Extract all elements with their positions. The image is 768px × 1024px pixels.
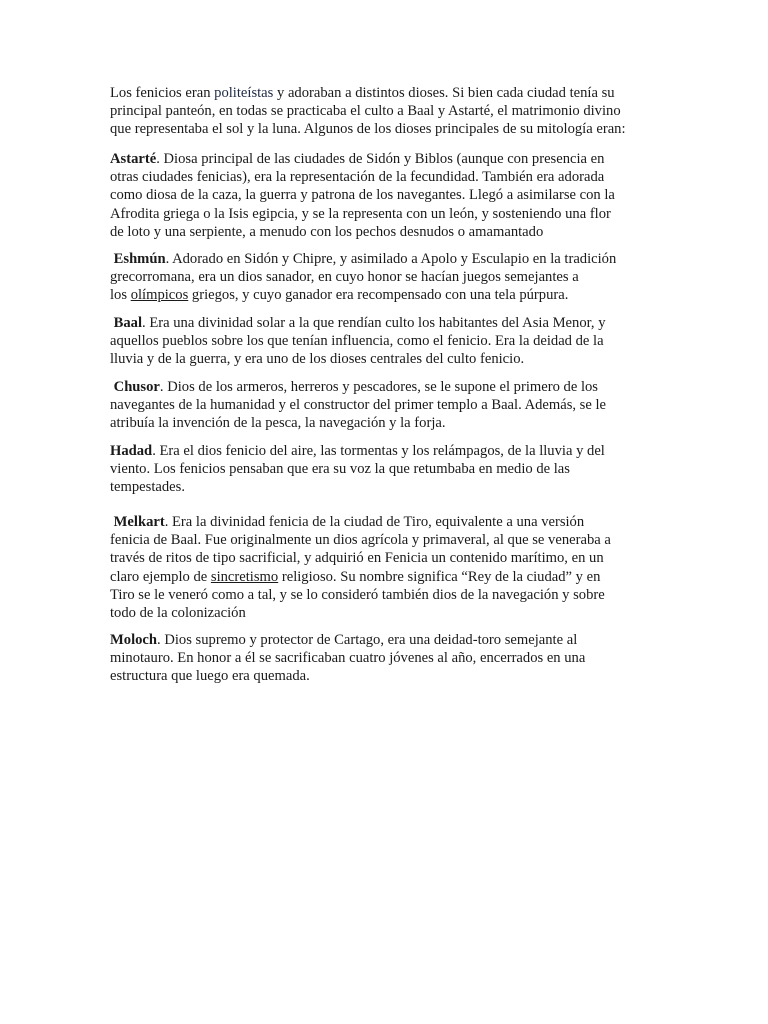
intro-line-1b: y adoraban a distintos dioses. Si bien cada ciudad tenía su (273, 85, 615, 101)
moloch-term: Moloch (110, 632, 158, 648)
hadad-term: Hadad (110, 443, 153, 459)
astarte-line-5: de loto y una serpiente, a menudo con los pechos desnudos o amamantado (110, 223, 544, 240)
eshmun-line-3b: griegos, y cuyo ganador era recompensado con una tela púrpura. (188, 287, 569, 304)
hadad-paragraph (110, 442, 670, 497)
politeistas-link[interactable]: politeístas (214, 85, 274, 101)
baal-paragraph (110, 314, 670, 369)
eshmun-paragraph (110, 250, 670, 305)
astarte-term: Astarté (110, 151, 157, 167)
melkart-term: Melkart (113, 514, 165, 530)
eshmun-line-3a: los (110, 287, 131, 304)
astarte-line-3: como diosa de la caza, la guerra y patrona de los navegantes. Llegó a asimilarse con la (110, 187, 615, 204)
melkart-line-2: fenicia de Baal. Fue originalmente un dios agrícola y primaveral, al que se veneraba a (110, 532, 611, 549)
intro-line-1a: Los fenicios eran (110, 85, 215, 101)
eshmun-line-1: . Adorado en Sidón y Chipre, y asimilado a Apolo y Esculapio en la tradición (165, 251, 617, 267)
melkart-paragraph (110, 513, 670, 622)
intro-line-2: principal panteón, en todas se practicaba el culto a Baal y Astarté, el matrimonio divino (110, 103, 621, 120)
chusor-paragraph (110, 378, 670, 433)
baal-term: Baal (113, 315, 143, 331)
astarte-paragraph (110, 150, 670, 241)
melkart-line-3: través de ritos de tipo sacrificial, y adquirió en Fenicia un contenido marítimo, en un (110, 550, 604, 567)
chusor-line-2: navegantes de la humanidad y el constructor del primer templo a Baal. Además, se le (110, 397, 607, 414)
intro-line-3: que representaba el sol y la luna. Algunos de los dioses principales de su mitología eran: (110, 121, 626, 138)
eshmun-line-2: grecorromana, era un dios sanador, en cuyo honor se hacían juegos semejantes a (110, 269, 579, 286)
sincretismo-link[interactable]: sincretismo (210, 568, 279, 585)
moloch-paragraph (110, 631, 670, 686)
melkart-line-6: todo de la colonización (110, 605, 246, 622)
chusor-line-1: . Dios de los armeros, herreros y pescadores, se le supone el primero de los (159, 379, 598, 395)
hadad-line-1: . Era el dios fenicio del aire, las tormentas y los relámpagos, de la lluvia y del (152, 443, 605, 459)
astarte-line-2: otras ciudades fenicias), era la representación de la fecundidad. También era adorada (110, 169, 605, 186)
melkart-line-4a: claro ejemplo de (110, 568, 211, 585)
moloch-line-3: estructura que luego era quemada. (110, 668, 310, 685)
melkart-line-4b: religioso. Su nombre significa “Rey de la ciudad” y en (278, 568, 601, 585)
astarte-line-1: . Diosa principal de las ciudades de Sidón y Biblos (aunque con presencia en (156, 151, 605, 167)
eshmun-term: Eshmún (113, 251, 166, 267)
moloch-line-1: . Dios supremo y protector de Cartago, era una deidad-toro semejante al (157, 632, 578, 648)
hadad-line-2: viento. Los fenicios pensaban que era su voz la que retumbaba en medio de las (110, 461, 570, 478)
baal-line-3: lluvia y de la guerra, y era uno de los dioses centrales del culto fenicio. (110, 351, 525, 368)
hadad-line-3: tempestades. (110, 479, 185, 496)
baal-line-2: aquellos pueblos sobre los que tenían influencia, como el fenicio. Era la deidad de la (110, 333, 604, 350)
chusor-line-3: atribuía la invención de la pesca, la navegación y la forja. (110, 415, 446, 432)
olimpicos-link[interactable]: olímpicos (130, 287, 189, 304)
moloch-line-2: minotauro. En honor a él se sacrificaban cuatro jóvenes al año, encerrados en una (110, 650, 586, 667)
melkart-line-1: . Era la divinidad fenicia de la ciudad de Tiro, equivalente a una versión (164, 514, 585, 530)
baal-line-1: . Era una divinidad solar a la que rendían culto los habitantes del Asia Menor, y (142, 315, 606, 331)
intro-paragraph (110, 84, 670, 139)
melkart-line-5: Tiro se le veneró como a tal, y se lo consideró también dios de la navegación y sobre (110, 586, 605, 603)
astarte-line-4: Afrodita griega o la Isis egipcia, y se la representa con un león, y sosteniendo una flor (110, 205, 611, 222)
chusor-term: Chusor (113, 379, 160, 395)
